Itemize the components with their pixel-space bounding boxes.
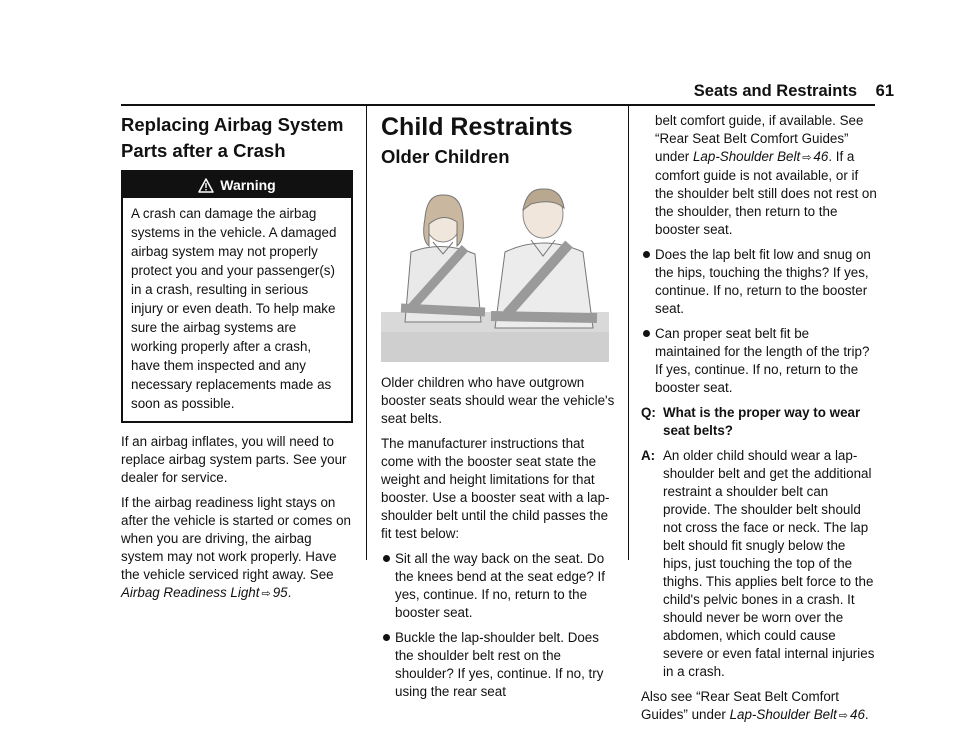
question [641,404,877,440]
list-item [641,325,877,397]
chapter-heading: Child Restraints [381,113,573,141]
warning-label: Warning [220,177,276,193]
page-reference-icon: ⇨ [838,710,849,722]
bullet-text: Sit all the way back on the seat. Do the knees bend at the seat edge? If yes, continue. If no, return to the booster seat. [395,551,605,620]
answer-text: An older child should wear a lap-shoulder belt and get the additional restraint a shoulder belt can provide. The shoulder belt should not cross the face or neck. The lap belt should fit snugly below the hips, just touching the top of the thighs. This applies belt force to the child's pelvic bones in a crash. It should never be worn over the abdomen, which could cause severe or even fatal internal injuries in a crash. [663,448,875,679]
link-lap-shoulder-belt-2[interactable]: Lap-Shoulder Belt [729,707,837,722]
paragraph-also-see [641,688,877,725]
list-item [641,246,877,318]
section-heading-airbag-parts: Replacing Airbag System Parts after a Crash [121,114,344,161]
page-reference-icon: ⇨ [261,588,271,600]
paragraph-airbag-inflates: If an airbag inflates, you will need to replace airbag system parts. See your dealer for service. [121,434,347,485]
answer-tag: A: [641,448,656,463]
paragraph-manufacturer-instructions: The manufacturer instructions that come with the booster seat state the weight and height limitations for that booster. Use a booster seat with a lap-shoulder belt until the child passes the fit test below: [381,436,610,541]
column-divider-right [628,106,629,560]
page-ref-46[interactable]: 46 [813,149,829,164]
warning-triangle-icon [198,178,214,193]
link-lap-shoulder-belt[interactable]: Lap-Shoulder Belt [692,149,801,164]
column-divider-left [366,106,367,560]
children-seat-belt-illustration [381,182,609,362]
header-page-number: 61 [875,82,894,100]
header-rule [121,104,875,106]
sub-heading-older-children: Older Children [381,146,510,167]
readiness-text: If the airbag readiness light stays on after the vehicle is started or comes on when you are driving, the airbag system may not work properly. Have the vehicle serviced right away. See [121,495,351,582]
bullet-continuation [641,112,877,239]
link-airbag-readiness-light[interactable]: Airbag Readiness Light [121,585,260,600]
header-section-title: Seats and Restraints [693,82,857,100]
bullet-text: Can proper seat belt fit be maintained for the length of the trip? If yes, continue. If no, return to the booster seat. [655,326,870,395]
page-header [0,80,960,104]
period: . [864,707,869,722]
paragraph-older-children: Older children who have outgrown booster seats should wear the vehicle's seat belts. [381,375,615,426]
page-ref-46-2[interactable]: 46 [850,707,865,722]
warning-header [123,172,351,198]
right-column [641,112,877,732]
continuation-end: . If a comfort guide is not available, or if the shoulder belt still does not rest on the shoulder, then return to the booster seat. [655,149,877,237]
bullet-icon [383,634,390,641]
continuation-text: belt comfort guide, if available. See “Rear Seat Belt Comfort Guides” under [655,113,864,164]
bullet-text: Does the lap belt fit low and snug on the hips, touching the thighs? If yes, continue. If no, return to the booster seat. [655,247,871,316]
bullet-icon [643,330,650,337]
also-see-text: Also see “Rear Seat Belt Comfort Guides” under [641,689,839,722]
list-item [381,550,617,622]
bullet-icon [643,251,650,258]
middle-column [381,112,617,708]
bullet-icon [383,555,390,562]
left-column [121,112,353,610]
list-item [381,629,617,701]
question-tag: Q: [641,405,656,420]
paragraph-readiness-light [121,494,353,603]
answer [641,447,877,681]
period: . [287,585,292,600]
page-reference-icon: ⇨ [802,152,812,164]
page-ref-95[interactable]: 95 [272,585,288,600]
warning-box [121,170,353,423]
bullet-text: Buckle the lap-shoulder belt. Does the shoulder belt rest on the shoulder? If yes, continue. If no, try using the rear seat [395,630,604,699]
question-text: What is the proper way to wear seat belts? [663,405,861,438]
warning-text: A crash can damage the airbag systems in the vehicle. A damaged airbag system may not properly protect you and your passenger(s) in a crash, resulting in serious injury or even death. To help make sure the airbag systems are working properly after a crash, have them inspected and any necessary replacements made as soon as possible. [131,206,337,411]
